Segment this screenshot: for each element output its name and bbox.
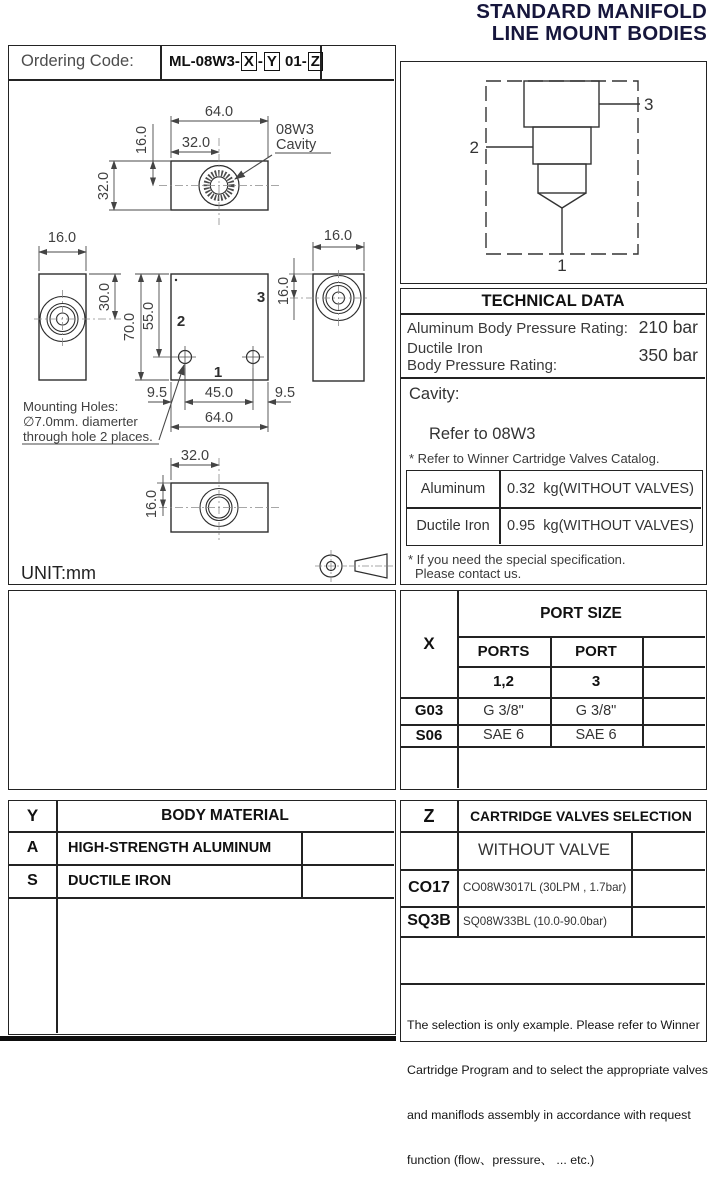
cartridge-valves-table [400,800,708,1167]
mounting-note-line3: through hole 2 places. [23,429,153,444]
divider [631,831,633,936]
port-3-header: PORT [575,642,617,660]
port-table-code-header: X [423,634,435,653]
dim-top-width: 64.0 [204,104,234,120]
body-material-title: BODY MATERIAL [161,807,289,824]
row-co17-desc: CO08W3017L (30LPM , 1.7bar) [463,881,627,894]
technical-data-panel [400,288,707,585]
dim-front-margin-left: 9.5 [146,385,168,401]
mounting-note-line2: ∅7.0mm. diamerter [23,414,138,429]
divider [401,746,705,748]
divider [401,313,705,315]
body-material-table [8,800,396,1035]
left-side-view [34,246,121,380]
schematic-port3-label: 3 [644,95,654,114]
cavity-label: Cavity: [409,385,460,403]
front-port2-label: 2 [176,313,186,330]
port-size-title: PORT SIZE [540,604,622,622]
dim-top-offset: 16.0 [134,125,150,155]
row-sq3b-code: SQ3B [407,912,451,929]
bottom-view [157,458,281,540]
code-z-box: Z [308,52,323,71]
weight-value-ductile: 0.95 kg(WITHOUT VALVES) [507,518,694,534]
front-port3-label: 3 [256,289,266,306]
row-s06-code: S06 [415,726,443,744]
row-a-code: A [26,838,39,856]
schematic-port2-label: 2 [469,138,479,157]
empty-panel [8,590,396,790]
page-title-line1: STANDARD MANIFOLD [476,0,707,23]
code-x-box: X [241,52,257,71]
ports-12-header: PORTS [477,642,530,660]
row-g03-code: G03 [414,702,444,719]
schematic-panel [400,61,707,284]
row-novalve-code [401,831,457,869]
aluminum-pressure-label: Aluminum Body Pressure Rating: [407,320,628,337]
selection-note-line4: function (flow、pressure、 ... etc.) [407,1153,595,1167]
ductile-pressure-label-line1: Ductile Iron [407,340,483,357]
dim-right-width: 16.0 [323,228,353,244]
dim-left-width: 16.0 [47,230,77,246]
page-footer-bar [0,1036,396,1041]
row-co17-code: CO17 [408,878,450,896]
cavity-schematic [401,62,705,282]
weight-material-aluminum: Aluminum [420,481,486,497]
divider [160,46,162,79]
divider [9,897,394,899]
selection-note [407,988,708,1198]
cartridge-title: CARTRIDGE VALVES SELECTION [470,808,692,824]
weight-table [406,470,703,546]
row-sq3b-desc: SQ08W33BL (10.0-90.0bar) [463,914,607,928]
right-side-view [289,242,367,381]
dim-front-hole-height: 55.0 [141,301,157,331]
dim-front-hole-span: 45.0 [204,385,234,401]
front-port1-label: 1 [213,364,223,381]
dim-left-center: 30.0 [97,282,113,312]
selection-note-line3: and maniflods assembly in accordance with request [407,1108,691,1122]
selection-note-line1: The selection is only example. Please refer to Winner [407,1018,700,1032]
code-prefix: ML-08W3- [169,53,240,70]
divider [56,801,58,1033]
ordering-code-value [169,53,324,70]
code-sep2: 01- [280,53,307,70]
technical-drawing [9,80,394,583]
dim-right-center: 16.0 [276,276,292,306]
ports-12-sub: 1,2 [493,673,514,690]
divider [642,636,644,746]
port-3-sub: 3 [591,673,601,690]
cavity-callout-line1: 08W3 [276,122,314,138]
dim-front-margin-right: 9.5 [274,385,296,401]
page-title-line2: LINE MOUNT BODIES [491,21,707,45]
technical-data-title: TECHNICAL DATA [481,291,625,310]
front-view [135,274,291,432]
port-size-table [400,590,707,790]
unit-label: UNIT:mm [21,563,96,583]
special-note-line1: * If you need the special specification. [408,552,626,567]
special-note-line2: Please contact us. [415,566,522,581]
cavity-callout-line2: Cavity [276,137,317,153]
ductile-pressure-label-line2: Body Pressure Rating: [407,357,558,374]
dim-top-center: 32.0 [181,135,211,151]
divider [401,936,705,938]
body-material-code-header: Y [26,806,39,825]
cavity-note: * Refer to Winner Cartridge Valves Catalog. [409,451,660,466]
row-s-code: S [27,871,38,889]
third-angle-projection-icon [315,550,393,582]
dim-top-height: 32.0 [96,171,112,201]
weight-value-aluminum: 0.32 kg(WITHOUT VALVES) [507,481,694,497]
row-s-material: DUCTILE IRON [68,872,172,889]
cavity-profile [524,81,599,254]
dim-front-width: 64.0 [204,410,234,426]
page-title [476,1,707,44]
mounting-note-line1: Mounting Holes: [23,399,119,414]
ordering-code-label: Ordering Code: [21,52,134,70]
schematic-port1-label: 1 [557,256,567,275]
divider [401,377,705,379]
weight-material-ductile: Ductile Iron [416,518,490,534]
dim-bottom-center: 32.0 [180,448,210,464]
row-g03-ports12: G 3/8" [483,702,524,719]
row-s06-ports12: SAE 6 [482,727,525,743]
aluminum-pressure-value: 210 bar [638,317,698,337]
selection-note-line2: Cartridge Program and to select the appropriate valves [407,1063,708,1077]
divider [401,983,705,985]
cartridge-code-header: Z [423,805,435,826]
row-novalve-desc: WITHOUT VALVE [477,840,611,859]
code-y-box: Y [264,52,280,71]
dim-bottom-offset: 16.0 [144,489,160,519]
drawing-panel [8,45,396,585]
cavity-value: Refer to 08W3 [429,425,536,443]
dim-front-height: 70.0 [122,312,138,342]
code-sep1: - [257,53,263,70]
row-a-material: HIGH-STRENGTH ALUMINUM [68,839,272,856]
row-s06-port3: SAE 6 [575,727,617,743]
ductile-pressure-value: 350 bar [638,345,698,365]
row-g03-port3: G 3/8" [575,702,617,719]
